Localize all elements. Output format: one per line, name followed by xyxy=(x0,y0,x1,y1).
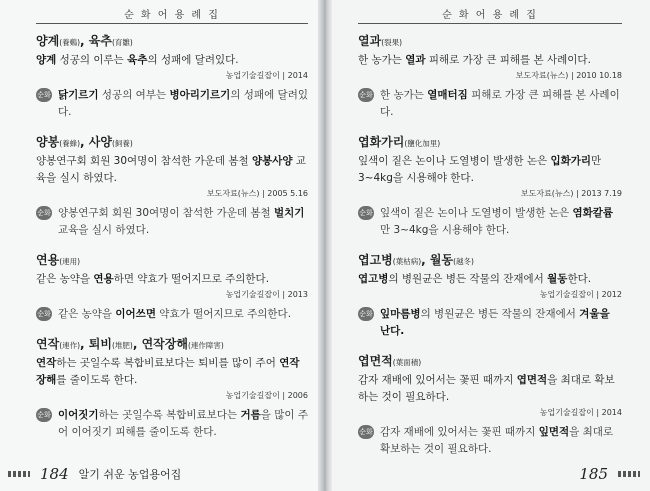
refined-sentence xyxy=(36,306,308,323)
refined-term: 거름 xyxy=(240,409,261,421)
term: 엽고병 xyxy=(358,253,393,267)
term: 열과 xyxy=(358,34,382,48)
refined-term: 이어짓기 xyxy=(58,409,99,421)
decorative-bars-icon xyxy=(8,471,30,477)
page-number: 184 xyxy=(40,465,69,483)
term-hanja: (越冬) xyxy=(453,257,474,266)
term: 양봉 xyxy=(36,135,60,149)
glossary-entry xyxy=(358,32,622,121)
refined-badge-icon: 순화 xyxy=(358,307,374,321)
page-footer xyxy=(579,465,640,483)
refined-badge-icon: 순화 xyxy=(358,425,374,439)
sentence-text: 같은 농약을 xyxy=(36,273,94,285)
sentence-text: 잎색이 짙은 논이나 도열병이 발생한 논은 xyxy=(358,155,551,167)
sentence-text: 감자 재배에 있어서는 꽃핀 때까지 xyxy=(380,426,539,438)
term-hanja: (養蜂) xyxy=(59,139,81,148)
glossary-entry xyxy=(36,32,308,121)
refined-sentence xyxy=(358,306,622,340)
highlighted-term: 월동 xyxy=(547,273,568,285)
example-sentence xyxy=(358,52,622,69)
sentence-text: 성공의 이루는 xyxy=(56,54,128,66)
term-hanja: (裂果) xyxy=(381,38,403,47)
sentence-text: 를 줄이도록 한다. xyxy=(56,374,138,386)
term-hanja: (葉枯病) xyxy=(392,257,422,266)
refined-badge-icon: 순화 xyxy=(358,206,374,220)
term: 연작장해 xyxy=(141,337,188,351)
source-citation: 농업기술길잡이 | 2013 xyxy=(225,290,308,299)
refined-badge-icon: 순화 xyxy=(36,88,52,102)
decorative-bars-icon xyxy=(618,471,640,477)
highlighted-term: 양계 xyxy=(36,54,57,66)
term: 엽면적 xyxy=(358,354,393,368)
refined-badge-icon: 순화 xyxy=(358,88,374,102)
term-hanja: (育雛) xyxy=(111,38,133,47)
term: 육추 xyxy=(88,34,112,48)
sentence-text: 교육을 실시 하였다. xyxy=(36,155,307,184)
glossary-entry xyxy=(358,133,622,239)
term-hanja: (連作) xyxy=(59,341,81,350)
term-separator: , xyxy=(80,34,89,48)
right-page xyxy=(328,0,650,491)
term-separator: , xyxy=(80,337,89,351)
term: 사양 xyxy=(88,135,112,149)
sentence-text: 양봉연구회 회원 30여명이 참석한 가운데 봄철 xyxy=(36,155,252,167)
highlighted-term: 육추 xyxy=(127,54,148,66)
term: 월동 xyxy=(429,253,454,267)
entry-heading xyxy=(36,133,308,150)
sentence-text: 하는 곳일수록 복합비료보다는 퇴비를 많이 주어 xyxy=(56,357,280,369)
sentence-text: 만 3~4kg을 시용해야 한다. xyxy=(358,155,602,184)
highlighted-term: 양봉사양 xyxy=(251,155,293,167)
sentence-text: 같은 농약을 xyxy=(58,308,116,320)
refined-sentence xyxy=(358,205,622,239)
term-separator: , xyxy=(132,337,142,351)
source-citation: 농업기술길잡이 | 2006 xyxy=(225,391,308,400)
sentence-text: 양봉연구회 회원 30여명이 참석한 가운데 봄철 xyxy=(58,207,274,219)
term-hanja: (鹽化加里) xyxy=(404,139,441,148)
example-sentence xyxy=(358,372,622,406)
example-sentence xyxy=(36,52,308,69)
source-citation: 보도자료(뉴스) | 2005 5.16 xyxy=(206,189,308,198)
term: 연용 xyxy=(36,253,60,267)
highlighted-term: 엽고병 xyxy=(358,273,389,285)
sentence-text: 만 3~4kg을 시용해야 한다. xyxy=(380,224,510,236)
example-sentence xyxy=(358,271,622,288)
refined-term: 염화칼륨 xyxy=(572,207,614,219)
refined-term: 겨울을 난다. xyxy=(380,308,610,337)
entry-heading xyxy=(358,352,622,369)
term-hanja: (堆肥) xyxy=(111,341,133,350)
entry-heading xyxy=(36,251,308,268)
term-hanja: (連作障害) xyxy=(187,341,224,350)
term: 엽화가리 xyxy=(358,135,405,149)
sentence-text: 하면 약효가 떨어지므로 주의한다. xyxy=(113,273,270,285)
sentence-text: 한다. xyxy=(567,273,592,285)
entry-heading xyxy=(358,133,622,150)
highlighted-term: 연작장해 xyxy=(36,357,300,386)
source-citation: 보도자료(뉴스) | 2010 10.18 xyxy=(515,71,622,80)
refined-term: 열매터짐 xyxy=(427,89,468,101)
glossary-entry xyxy=(36,251,308,323)
refined-term: 잎면적 xyxy=(538,426,570,438)
refined-term: 이어쓰면 xyxy=(115,308,156,320)
running-title: 순 화 어 용 례 집 xyxy=(358,6,622,24)
sentence-text: 을 최대로 확보하는 것이 필요하다. xyxy=(380,426,614,455)
entry-heading xyxy=(358,251,622,268)
highlighted-term: 연작 xyxy=(36,357,57,369)
sentence-text: 잎색이 짙은 논이나 도열병이 발생한 논은 xyxy=(380,207,573,219)
term-hanja: (連用) xyxy=(59,257,81,266)
refined-term: 닭기르기 xyxy=(58,89,99,101)
example-sentence xyxy=(36,271,308,288)
highlighted-term: 입화가리 xyxy=(550,155,592,167)
left-page xyxy=(0,0,322,491)
term: 양계 xyxy=(36,34,60,48)
glossary-entry xyxy=(358,251,622,340)
refined-badge-icon: 순화 xyxy=(36,307,52,321)
sentence-text: 피해로 가장 큰 피해를 본 사례이다. xyxy=(425,54,591,66)
source-citation: 농업기술길잡이 | 2014 xyxy=(539,408,622,417)
book-title: 알기 쉬운 농업용어집 xyxy=(78,468,182,481)
highlighted-term: 엽면적 xyxy=(516,374,548,386)
refined-term: 벌치기 xyxy=(273,207,305,219)
sentence-text: 의 병원균은 병든 작물의 잔재에서 xyxy=(388,273,548,285)
entry-heading xyxy=(358,32,622,49)
source-citation: 농업기술길잡이 | 2012 xyxy=(539,290,622,299)
sentence-text: 피해로 가장 큰 피해를 본 사례이다. xyxy=(380,89,620,118)
sentence-text: 을 최대로 확보하는 것이 필요하다. xyxy=(358,374,615,403)
glossary-entry xyxy=(358,352,622,458)
sentence-text: 교육을 실시 하였다. xyxy=(58,224,150,236)
refined-badge-icon: 순화 xyxy=(36,206,52,220)
example-sentence xyxy=(36,355,308,389)
sentence-text: 의 병원균은 병든 작물의 잔재에서 xyxy=(420,308,580,320)
term-separator: , xyxy=(421,253,430,267)
page-number: 185 xyxy=(579,465,608,483)
highlighted-term: 열과 xyxy=(405,54,426,66)
running-title: 순 화 어 용 례 집 xyxy=(36,6,308,24)
example-sentence xyxy=(358,153,622,187)
glossary-entry xyxy=(36,133,308,239)
term: 연작 xyxy=(36,337,60,351)
sentence-text: 감자 재배에 있어서는 꽃핀 때까지 xyxy=(358,374,517,386)
page-footer xyxy=(8,465,181,483)
refined-sentence xyxy=(358,424,622,458)
source-citation: 보도자료(뉴스) | 2013 7.19 xyxy=(520,189,622,198)
entry-list xyxy=(358,32,622,458)
sentence-text: 약효가 떨어지므로 주의한다. xyxy=(155,308,292,320)
term-hanja: (飼養) xyxy=(111,139,133,148)
refined-badge-icon: 순화 xyxy=(36,408,52,422)
sentence-text: 의 성패에 달려있다. xyxy=(147,54,239,66)
sentence-text: 한 농가는 xyxy=(380,89,428,101)
sentence-text: 을 많이 주어 이어짓기 피해를 줄이도록 한다. xyxy=(58,409,308,438)
refined-sentence xyxy=(36,407,308,441)
sentence-text: 성공의 여부는 xyxy=(98,89,170,101)
glossary-entry xyxy=(36,335,308,441)
refined-term: 잎마름병 xyxy=(380,308,421,320)
term-hanja: (養鷄) xyxy=(59,38,81,47)
example-sentence xyxy=(36,153,308,187)
source-citation: 농업기술길잡이 | 2014 xyxy=(225,71,308,80)
refined-sentence xyxy=(358,87,622,121)
highlighted-term: 연용 xyxy=(93,273,114,285)
entry-list xyxy=(36,32,308,441)
book-gutter xyxy=(318,0,332,491)
entry-heading xyxy=(36,335,308,352)
refined-sentence xyxy=(36,87,308,121)
sentence-text: 의 성패에 달려있다. xyxy=(58,89,308,118)
refined-term: 병아리기르기 xyxy=(169,89,231,101)
term-separator: , xyxy=(80,135,89,149)
entry-heading xyxy=(36,32,308,49)
term: 퇴비 xyxy=(88,337,112,351)
sentence-text: 하는 곳일수록 복합비료보다는 xyxy=(98,409,241,421)
sentence-text: 한 농가는 xyxy=(358,54,406,66)
refined-sentence xyxy=(36,205,308,239)
term-hanja: (葉面積) xyxy=(392,358,422,367)
